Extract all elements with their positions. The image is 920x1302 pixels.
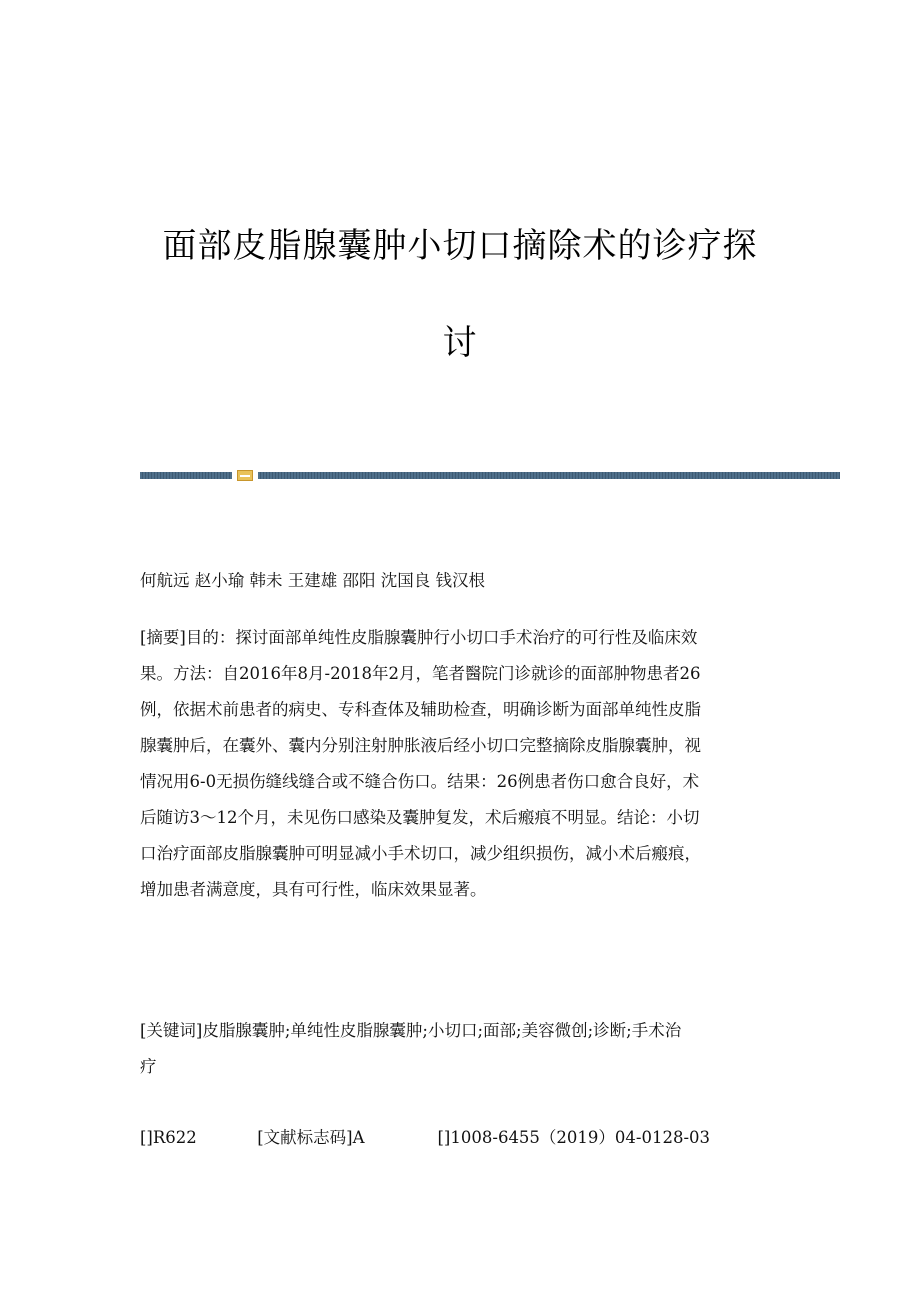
document-code: [文献标志码]A (257, 1128, 365, 1147)
abstract-line: 情况用6-0无损伤缝线缝合或不缝合伤口。结果：26例患者伤口愈合良好，术 (140, 772, 700, 791)
divider-bar-right (258, 472, 840, 479)
keywords-line: 疗 (140, 1057, 157, 1076)
page-title-continuation: 讨 (442, 323, 478, 363)
title-divider (140, 470, 840, 482)
keywords-line: [关键词]皮脂腺囊肿;单纯性皮脂腺囊肿;小切口;面部;美容微创;诊断;手术治 (140, 1021, 682, 1040)
author-list: 何航远 赵小瑜 韩未 王建雄 邵阳 沈国良 钱汉根 (140, 571, 485, 590)
classification-info (140, 1120, 780, 1156)
clc-number: []R622 (140, 1128, 197, 1147)
divider-bar-left (140, 472, 232, 479)
abstract-line: [摘要]目的：探讨面部单纯性皮脂腺囊肿行小切口手术治疗的可行性及临床效 (140, 628, 698, 647)
abstract-line: 腺囊肿后，在囊外、囊内分别注射肿胀液后经小切口完整摘除皮脂腺囊肿，视 (140, 736, 701, 755)
abstract (140, 620, 780, 908)
divider-ornament-icon (237, 470, 253, 481)
abstract-line: 后随访3～12个月，未见伤口感染及囊肿复发，术后瘢痕不明显。结论：小切 (140, 808, 700, 827)
keywords (140, 1013, 780, 1085)
abstract-line: 例，依据术前患者的病史、专科查体及辅助检查，明确诊断为面部单纯性皮脂 (140, 700, 701, 719)
page-title: 面部皮脂腺囊肿小切口摘除术的诊疗探 (162, 226, 758, 266)
abstract-line: 增加患者满意度，具有可行性，临床效果显著。 (140, 880, 487, 899)
abstract-line: 口治疗面部皮脂腺囊肿可明显减小手术切口，减少组织损伤，减小术后瘢痕， (140, 844, 701, 863)
article-id: []1008-6455（2019）04-0128-03 (437, 1128, 711, 1147)
abstract-line: 果。方法：自2016年8月-2018年2月，笔者醫院门诊就诊的面部肿物患者26 (140, 664, 701, 683)
